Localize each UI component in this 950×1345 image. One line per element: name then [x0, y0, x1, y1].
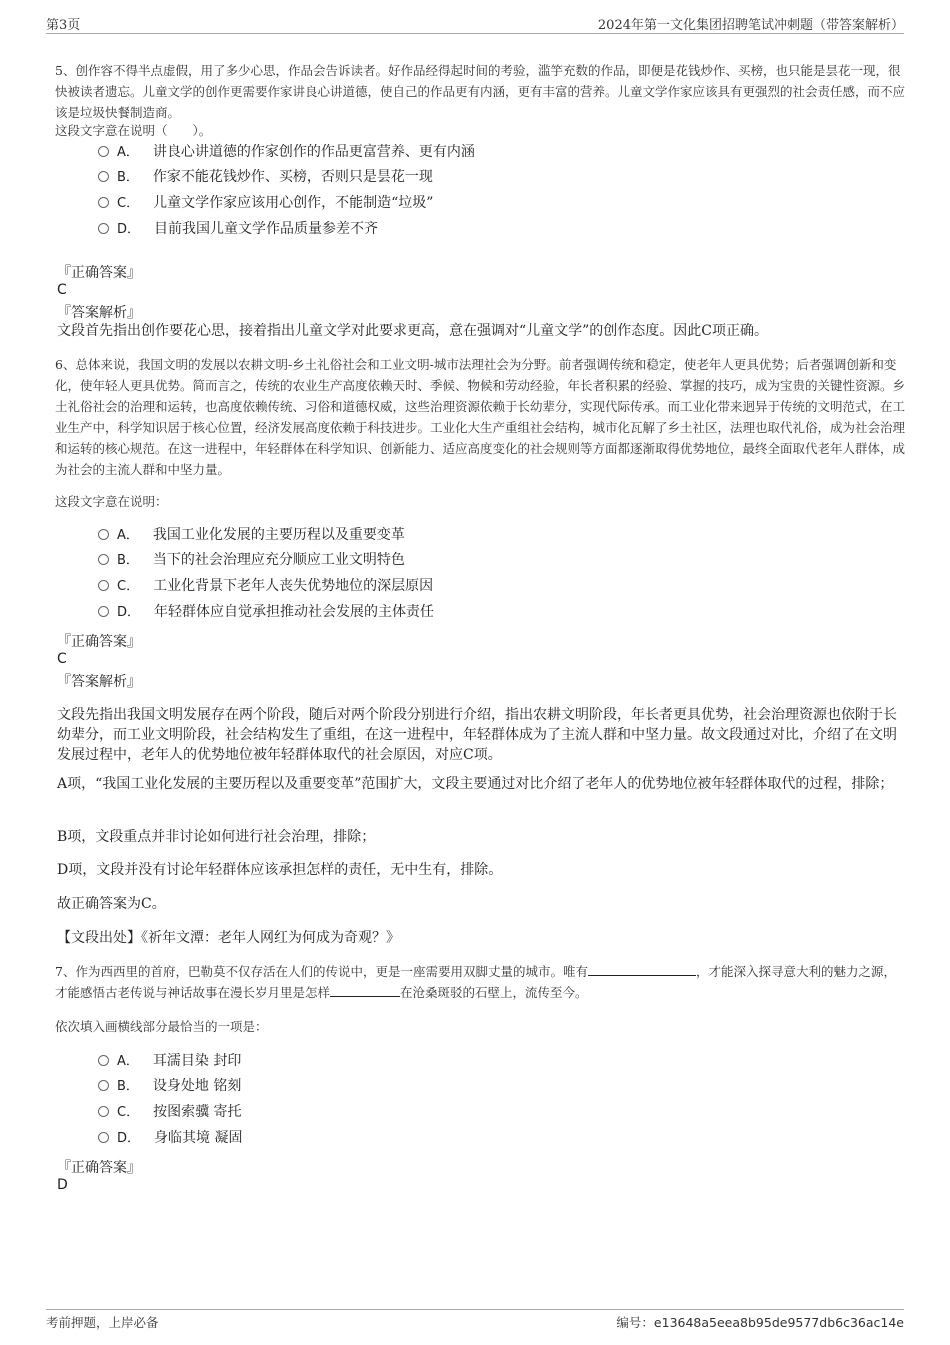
page-header: [46, 14, 904, 34]
q5-analysis: 文段首先指出创作要花心思，接着指出儿童文学对此要求更高，意在强调对“儿童文学”的创作态度。因此C项正确。: [57, 323, 769, 339]
q5-text: 5、创作容不得半点虚假，用了多少心思，作品会告诉读者。好作品经得起时间的考验，滥竽充数的作品，即便是花钱炒作、买榜，也只能是昙花一现，很快被读者遗忘。儿童文学的创作更需要作家讲良心讲道德，使自己的作品更有内涵，更有丰富的营养。儿童文学作家应该具有更强烈的社会责任感，而不应该是垃圾快餐制造商。: [55, 63, 906, 120]
q6-option-d[interactable]: D． 年轻群体应自觉承担推动社会发展的主体责任: [98, 601, 434, 623]
q6-analysis-d: D项，文段并没有讨论年轻群体应该承担怎样的责任，无中生有，排除。: [57, 862, 503, 878]
q7-text: 7、作为西西里的首府，巴勒莫不仅存活在人们的传说中，更是一座需要用双脚丈量的城市。唯有 ，才能深入探寻意大利的魅力之源，才能感悟古老传说与神话故事在漫长岁月里是怎样 在沧桑斑驳的石壁上，流传至今。: [55, 964, 896, 1000]
q6-source: 【文段出处】《祈年文潭：老年人网红为何成为奇观？》: [57, 930, 400, 946]
q6-analysis-label: 『答案解析』: [57, 674, 141, 690]
q6-analysis-main: 文段先指出我国文明发展存在两个阶段，随后对两个阶段分别进行介绍，指出农耕文明阶段，年长者更具优势，社会治理资源也依附于长幼辈分，而工业文明阶段，社会结构发生了重组，在这一进程中，年轻群体成为了主流人群和中坚力量。故文段通过对比，介绍了在文明发展过程中，老年人的优势地位被年轻群体取代的社会原因，对应C项。: [57, 707, 897, 763]
q6-prompt: 这段文字意在说明：: [55, 494, 168, 509]
q7-option-b[interactable]: B． 设身处地 铭刻: [98, 1075, 241, 1097]
document-id: 编号：e13648a5eea8b95de9577db6c36ac14e: [616, 1315, 904, 1330]
q5-answer-label: 『正确答案』: [57, 265, 141, 281]
radio-icon[interactable]: [98, 1106, 109, 1117]
q7-option-c[interactable]: C． 按图索骥 寄托: [98, 1101, 242, 1123]
q6-analysis-a: A项，“我国工业化发展的主要历程以及重要变革”范围扩大，文段主要通过对比介绍了老年人的优势地位被年轻群体取代的过程，排除；: [57, 776, 894, 792]
q7-option-a[interactable]: A． 耳濡目染 封印: [98, 1050, 241, 1072]
q5-answer: C: [57, 282, 67, 298]
page-number: 第3页: [46, 18, 81, 33]
blank-2[interactable]: [330, 984, 400, 997]
footer-divider: [46, 1309, 904, 1310]
q6-text: 6、总体来说，我国文明的发展以农耕文明-乡土礼俗社会和工业文明-城市法理社会为分野。前者强调传统和稳定，使老年人更具优势；后者强调创新和变化，使年轻人更具优势。简而言之，传统的农业生产高度依赖天时、季候、物候和劳动经验，年长者积累的经验、掌握的技巧，成为宝贵的关键性资源。乡土礼俗社会的治理和运转，也高度依赖传统、习俗和道德权威，这些治理资源依赖于长幼辈分，实现代际传承。而工业化带来迥异于传统的文明范式，在工业生产中，科学知识居于核心位置，经济发展高度依赖于科技进步。工业化大生产重组社会结构，城市化瓦解了乡土社区，法理也取代礼俗，成为社会治理和运转的核心规范。在这一进程中，年轻群体在科学知识、创新能力、适应高度变化的社会规则等方面都逐渐取得优势地位，最终全面取代老年人群体，成为社会的主流人群和中坚力量。: [55, 357, 906, 477]
q5-option-b[interactable]: B． 作家不能花钱炒作、买榜，否则只是昙花一现: [98, 166, 433, 188]
q7-prompt: 依次填入画横线部分最恰当的一项是：: [55, 1019, 268, 1034]
q6-option-a[interactable]: A． 我国工业化发展的主要历程以及重要变革: [98, 524, 405, 546]
q5-analysis-label: 『答案解析』: [57, 305, 141, 321]
q6-analysis-conclusion: 故正确答案为C。: [57, 896, 166, 912]
q7-answer: D: [57, 1177, 68, 1193]
q7-option-d[interactable]: D． 身临其境 凝固: [98, 1127, 242, 1149]
blank-1[interactable]: [588, 963, 696, 976]
radio-icon[interactable]: [98, 223, 109, 234]
radio-icon[interactable]: [98, 1080, 109, 1091]
q7-answer-label: 『正确答案』: [57, 1160, 141, 1176]
q5-option-d[interactable]: D． 目前我国儿童文学作品质量参差不齐: [98, 218, 378, 240]
q5-option-c[interactable]: C． 儿童文学作家应该用心创作，不能制造“垃圾”: [98, 192, 433, 214]
radio-icon[interactable]: [98, 554, 109, 565]
radio-icon[interactable]: [98, 1055, 109, 1066]
q5-option-a[interactable]: A． 讲良心讲道德的作家创作的作品更富营养、更有内涵: [98, 141, 475, 163]
radio-icon[interactable]: [98, 197, 109, 208]
footer-slogan: 考前押题，上岸必备: [46, 1315, 159, 1330]
q6-answer: C: [57, 651, 67, 667]
radio-icon[interactable]: [98, 606, 109, 617]
radio-icon[interactable]: [98, 529, 109, 540]
q6-answer-label: 『正确答案』: [57, 634, 141, 650]
radio-icon[interactable]: [98, 580, 109, 591]
radio-icon[interactable]: [98, 1132, 109, 1143]
q6-analysis-b: B项，文段重点并非讨论如何进行社会治理，排除；: [57, 829, 376, 845]
header-divider: [46, 33, 904, 34]
q6-option-c[interactable]: C． 工业化背景下老年人丧失优势地位的深层原因: [98, 575, 433, 597]
radio-icon[interactable]: [98, 146, 109, 157]
q6-option-b[interactable]: B． 当下的社会治理应充分顺应工业文明特色: [98, 549, 405, 571]
radio-icon[interactable]: [98, 171, 109, 182]
q5-prompt: 这段文字意在说明（ ）。: [55, 123, 212, 138]
document-title: 2024年第一文化集团招聘笔试冲刺题（带答案解析）: [597, 18, 904, 33]
